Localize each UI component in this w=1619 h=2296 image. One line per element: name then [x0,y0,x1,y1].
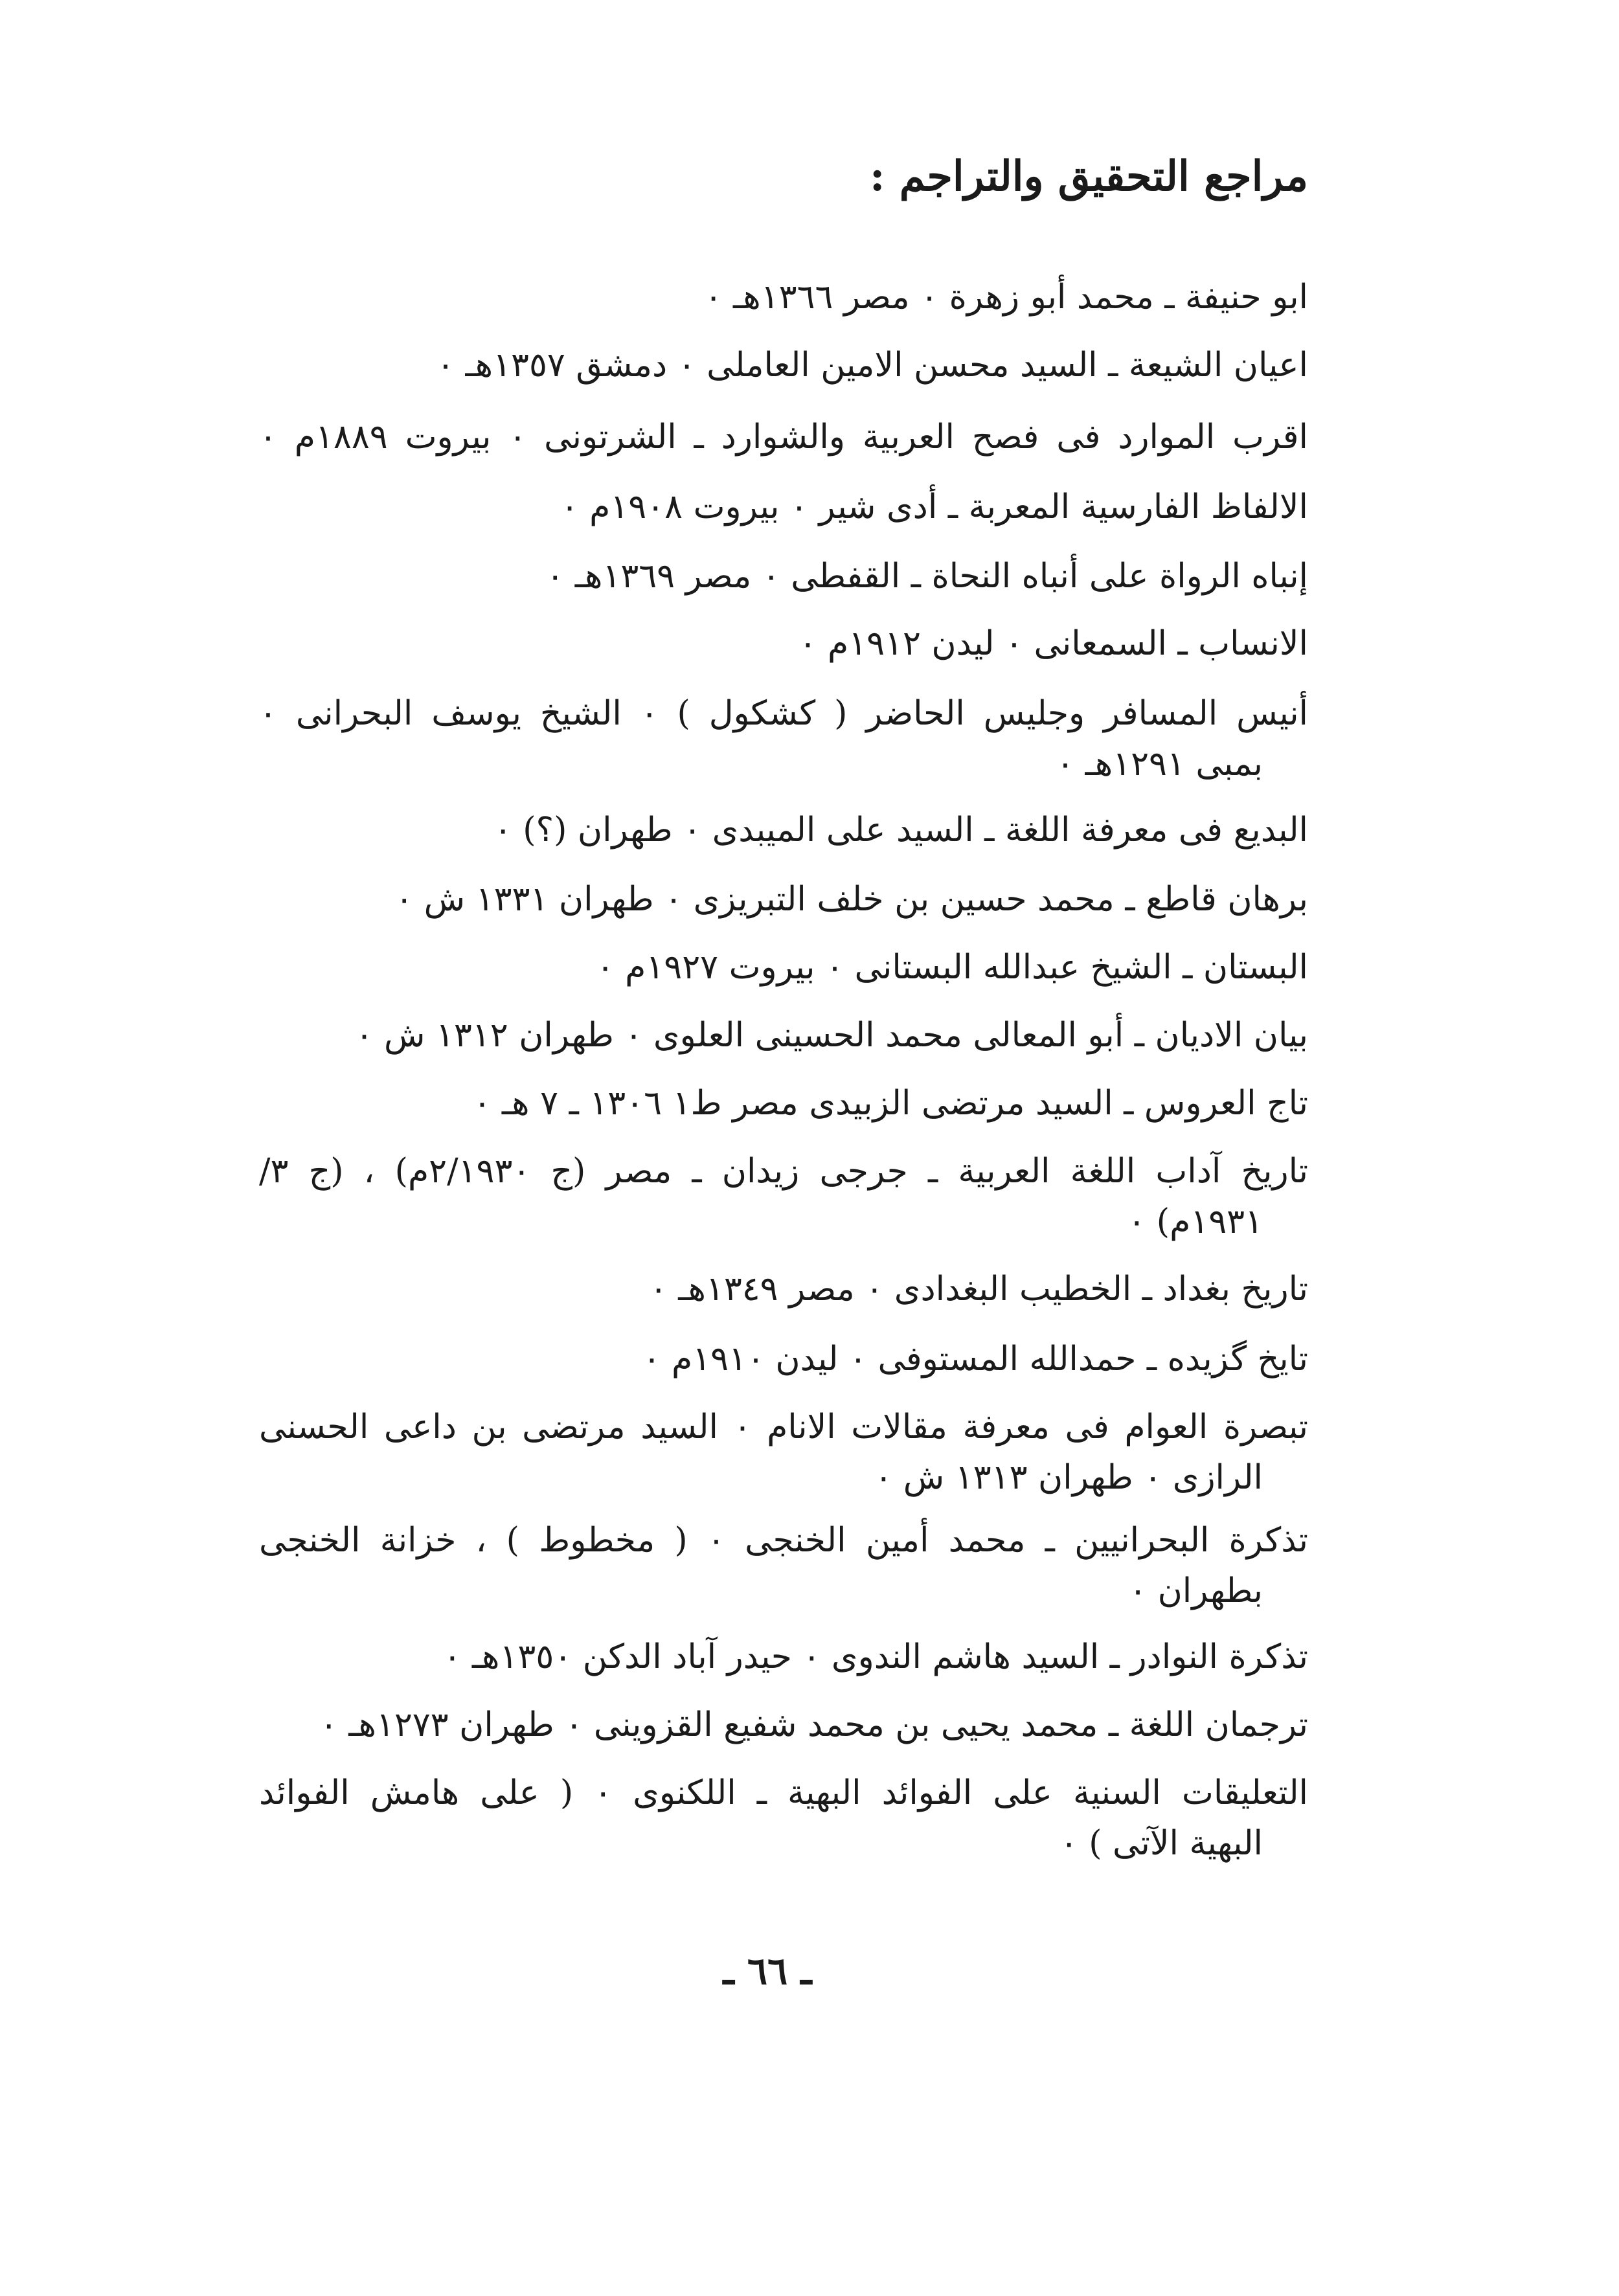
reference-text: التعليقات السنية على الفوائد البهية ـ اللكنوى ٠ ( على هامش الفوائد [259,1773,1309,1812]
reference-entry [259,874,1308,925]
reference-entry [259,1632,1308,1682]
reference-text: بيان الاديان ـ أبو المعالى محمد الحسينى العلوى ٠ طهران ١٣١٢ ش ٠ [355,1016,1308,1055]
reference-entry [259,1146,1308,1247]
reference-text: تاريخ آداب اللغة العربية ـ جرجى زيدان ـ مصر (ج ٢/١٩٣٠م) ، (ج ٣/ [259,1152,1308,1191]
reference-entry [259,551,1308,602]
reference-text: ترجمان اللغة ـ محمد يحيى بن محمد شفيع القزوينى ٠ طهران ١٢٧٣هـ ٠ [319,1705,1308,1744]
reference-entry [259,412,1308,462]
reference-entry [259,1402,1308,1503]
reference-text: ابو حنيفة ـ محمد أبو زهرة ٠ مصر ١٣٦٦هـ ٠ [704,278,1308,317]
reference-entry [259,1264,1308,1314]
reference-continuation: بمبى ١٢٩١هـ ٠ [1056,745,1263,783]
reference-text: تاريخ بغداد ـ الخطيب البغدادى ٠ مصر ١٣٤٩هـ ٠ [649,1270,1308,1309]
reference-entry [259,805,1308,855]
reference-text: الالفاظ الفارسية المعربة ـ أدى شير ٠ بيروت ١٩٠٨م ٠ [560,488,1308,526]
reference-continuation: الرازى ٠ طهران ١٣١٣ ش ٠ [874,1458,1263,1497]
reference-entry [259,1768,1308,1869]
reference-continuation: بطهران ٠ [1129,1571,1263,1610]
reference-entry [259,340,1308,390]
reference-text: البديع فى معرفة اللغة ـ السيد على الميبدى ٠ طهران (؟) ٠ [493,811,1308,850]
reference-entry [259,482,1308,532]
reference-text: أنيس المسافر وجليس الحاضر ( كشكول ) ٠ الشيخ يوسف البحرانى ٠ [259,694,1308,733]
reference-entry [259,618,1308,669]
reference-text: تذكرة النوادر ـ السيد هاشم الندوى ٠ حيدر آباد الدكن ١٣٥٠هـ ٠ [443,1638,1308,1676]
reference-entry [259,1334,1308,1384]
reference-text: برهان قاطع ـ محمد حسين بن خلف التبريزى ٠ طهران ١٣٣١ ش ٠ [395,880,1308,919]
reference-text: اعيان الشيعة ـ السيد محسن الامين العاملى ٠ دمشق ١٣٥٧هـ ٠ [436,346,1308,385]
reference-text: اقرب الموارد فى فصح العربية والشوارد ـ الشرتونى ٠ بيروت ١٨٨٩م ٠ [259,418,1308,456]
reference-continuation: ١٩٣١م) ٠ [1127,1202,1263,1241]
reference-text: إنباه الرواة على أنباه النحاة ـ القفطى ٠ مصر ١٣٦٩هـ ٠ [546,557,1308,596]
reference-entry [259,1700,1308,1750]
reference-entry [259,1078,1308,1129]
page-number: ـ ٦٦ ـ [723,1949,812,1993]
reference-text: الانساب ـ السمعانى ٠ ليدن ١٩١٢م ٠ [798,624,1308,663]
reference-entry [259,942,1308,993]
reference-text: البستان ـ الشيخ عبدالله البستانى ٠ بيروت ١٩٢٧م ٠ [596,948,1308,987]
reference-text: تذكرة البحرانيين ـ محمد أمين الخنجى ٠ ( مخطوط ) ، خزانة الخنجى [259,1521,1308,1560]
reference-continuation: البهية الآتى ) ٠ [1059,1824,1263,1863]
reference-entry [259,1515,1308,1616]
reference-entry [259,1010,1308,1061]
reference-text: تاج العروس ـ السيد مرتضى الزبيدى مصر ط١ ١٣٠٦ ـ ٧ هـ ٠ [473,1084,1308,1123]
reference-entry [259,272,1308,322]
reference-text: تبصرة العوام فى معرفة مقالات الانام ٠ السيد مرتضى بن داعى الحسنى [259,1408,1309,1446]
reference-text: تايخ گزيده ـ حمدالله المستوفى ٠ ليدن ١٩١٠م ٠ [642,1340,1308,1379]
section-heading: مراجع التحقيق والتراجم : [869,152,1308,201]
reference-entry [259,688,1308,789]
